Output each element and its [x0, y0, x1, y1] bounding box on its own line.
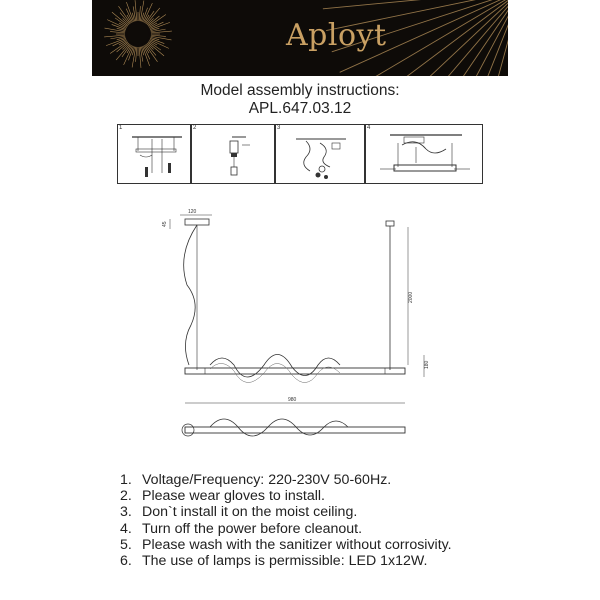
- instruction-text: Please wash with the sanitizer without corrosivity.: [142, 536, 452, 553]
- instruction-number: 3.: [120, 504, 132, 521]
- step-number: 3: [277, 125, 281, 131]
- technical-drawing: [130, 205, 430, 445]
- dim-fixture-height: 180: [424, 360, 430, 369]
- instruction-number: 2.: [120, 488, 132, 505]
- instruction-number: 5.: [120, 536, 132, 553]
- assembly-step-1: [117, 124, 191, 184]
- step-number: 2: [193, 125, 197, 131]
- instruction-text: Don`t install it on the moist ceiling.: [142, 504, 358, 521]
- instruction-item: [120, 488, 452, 504]
- instruction-text: Turn off the power before cleanout.: [142, 520, 363, 537]
- instruction-text: The use of lamps is permissible: LED 1x12W.: [142, 553, 428, 570]
- step-number: 1: [119, 125, 123, 131]
- wire-connection-illustration: [192, 125, 276, 185]
- final-assembly-illustration: [366, 125, 484, 185]
- assembly-steps: [117, 124, 483, 186]
- assembly-step-3: [275, 124, 365, 184]
- dim-canopy-height: 45: [162, 221, 168, 227]
- instruction-number: 4.: [120, 520, 132, 537]
- instruction-item: [120, 553, 452, 569]
- document-title: Model assembly instructions:: [200, 82, 400, 99]
- cable-routing-illustration: [276, 125, 366, 185]
- model-number: APL.647.03.12: [248, 100, 352, 117]
- brand-logo: Aployt: [286, 18, 387, 53]
- dim-drop-height: 2000: [408, 291, 414, 303]
- step-number: 4: [367, 125, 371, 131]
- dim-canopy-width: 120: [188, 209, 197, 215]
- instruction-item: [120, 537, 452, 553]
- instruction-number: 6.: [120, 553, 132, 570]
- instruction-text: Voltage/Frequency: 220-230V 50-60Hz.: [142, 472, 392, 488]
- instructions-list: [120, 472, 452, 569]
- instruction-item: [120, 504, 452, 520]
- assembly-step-4: [365, 124, 483, 184]
- dim-fixture-length: 980: [288, 397, 297, 403]
- instruction-item: [120, 521, 452, 537]
- brand-banner: [92, 0, 508, 76]
- canopy-left: [185, 219, 209, 225]
- assembly-step-2: [191, 124, 275, 184]
- fixture-top-view: [185, 427, 405, 433]
- ceiling-mount-illustration: [118, 125, 192, 185]
- canopy-right: [386, 221, 394, 226]
- instruction-item: [120, 472, 452, 488]
- instruction-number: 1.: [120, 472, 132, 488]
- instruction-text: Please wear gloves to install.: [142, 488, 325, 505]
- power-cable: [184, 225, 197, 365]
